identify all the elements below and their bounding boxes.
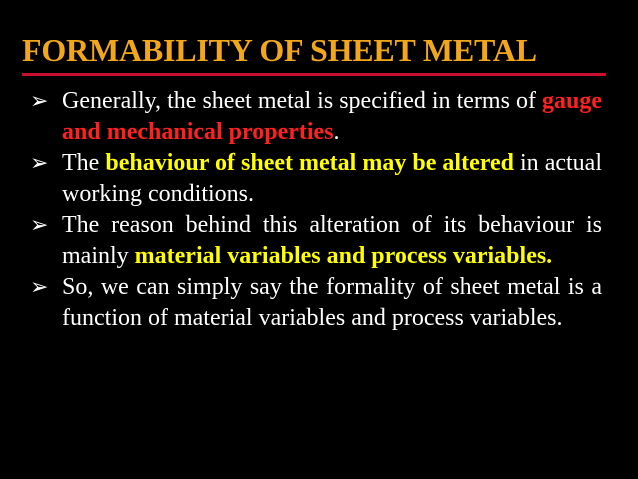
arrow-bullet-icon: ➢ (30, 89, 49, 114)
bullet-text: The (62, 150, 106, 176)
arrow-bullet-icon: ➢ (30, 213, 49, 238)
bullet-text: Generally, the sheet metal is specified in terms of (62, 88, 542, 114)
bullet-text: So, we can simply say the formality of sheet metal is a function of material variables and process variables. (62, 274, 602, 331)
bullet-item (30, 210, 602, 272)
arrow-bullet-icon: ➢ (30, 275, 49, 300)
bullet-item (30, 86, 602, 148)
bullet-item (30, 272, 602, 334)
bullet-highlight: behaviour of sheet metal may be altered (105, 150, 514, 176)
arrow-bullet-icon: ➢ (30, 151, 49, 176)
bullet-text: . (333, 119, 340, 145)
bullet-highlight: material variables and process variables. (134, 243, 553, 269)
slide-title: FORMABILITY OF SHEET METAL (22, 32, 537, 68)
bullet-text: The reason behind this alteration of its behaviour is mainly (62, 212, 602, 269)
bullet-item (30, 148, 602, 210)
bullet-text: in actual working conditions. (62, 150, 603, 207)
bullet-list (30, 86, 602, 334)
title-underline (22, 73, 606, 76)
bullet-highlight: gauge and mechanical properties (62, 88, 602, 145)
